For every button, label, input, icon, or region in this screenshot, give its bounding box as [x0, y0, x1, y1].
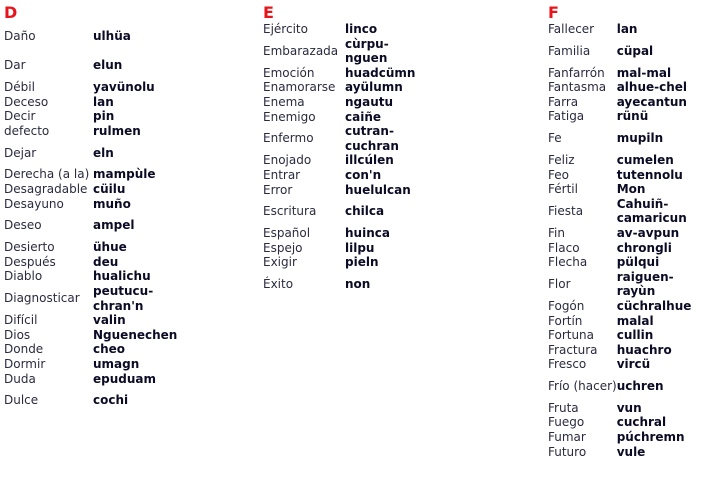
term-cell: Desagradable	[4, 181, 88, 196]
glossary-row	[548, 168, 697, 183]
term-cell: Feo	[548, 167, 569, 182]
translation-cell: valin	[93, 313, 126, 328]
term-cell: Flor	[548, 277, 571, 292]
glossary-table	[548, 22, 697, 459]
glossary-row	[548, 343, 697, 358]
translation-cell: huadcümn	[345, 65, 416, 80]
term-cell: defecto	[4, 123, 50, 138]
term-cell: Fractura	[548, 342, 598, 357]
term-cell: Fallecer	[548, 22, 595, 36]
translation-cell: caiñe	[345, 109, 382, 124]
glossary-row	[548, 80, 697, 95]
translation-cell: cumelen	[616, 152, 674, 167]
term-cell: Frío (hacer)	[548, 379, 617, 394]
term-cell: Después	[4, 254, 56, 269]
translation-cell: mupiln	[616, 131, 664, 146]
term-cell: Deceso	[4, 94, 49, 109]
glossary-row	[4, 124, 185, 139]
term-cell: Fe	[548, 131, 562, 146]
term-cell: Futuro	[548, 444, 587, 459]
term-cell: Duda	[4, 371, 36, 386]
term-cell: Enfermo	[263, 131, 314, 146]
glossary-row	[548, 270, 697, 299]
term-cell: Dormir	[4, 356, 46, 371]
glossary-row	[548, 124, 697, 153]
glossary-row	[548, 182, 697, 197]
glossary-row	[263, 241, 425, 256]
term-cell: Enamorarse	[263, 80, 336, 95]
term-cell: Fortuna	[548, 328, 595, 343]
glossary-row	[548, 445, 697, 460]
term-cell: Derecha (a la)	[4, 167, 90, 182]
term-cell: Fértil	[548, 182, 578, 197]
term-cell: Desierto	[4, 240, 55, 255]
term-cell: Fresco	[548, 357, 587, 372]
glossary-row	[263, 226, 425, 241]
term-cell: Deseo	[4, 218, 42, 233]
glossary-row	[263, 197, 425, 226]
glossary-table	[263, 22, 425, 299]
term-cell: Diagnosticar	[4, 291, 80, 306]
glossary-row	[4, 284, 185, 313]
translation-cell: cüchralhue	[616, 298, 692, 313]
translation-cell: púchremn	[616, 430, 685, 445]
translation-cell: rulmen	[93, 123, 141, 138]
translation-cell: huelulcan	[345, 182, 411, 197]
glossary-row	[4, 167, 185, 182]
glossary-row	[548, 314, 697, 329]
translation-cell: alhue-chel	[616, 80, 688, 95]
term-cell: Enojado	[263, 153, 312, 168]
glossary-row	[548, 226, 697, 241]
term-cell: Dejar	[4, 145, 37, 160]
translation-cell: umagn	[93, 356, 140, 371]
glossary-row	[263, 110, 425, 125]
glossary-row	[263, 37, 425, 66]
translation-cell: Cahuiñ-camaricun	[616, 196, 687, 226]
glossary-row	[4, 138, 185, 167]
term-cell: Ejército	[263, 22, 308, 36]
glossary-row	[263, 22, 425, 37]
translation-cell: illcúlen	[345, 153, 394, 168]
glossary-row	[548, 153, 697, 168]
term-cell: Dios	[4, 327, 31, 342]
translation-cell: non	[345, 277, 371, 292]
glossary-row	[548, 415, 697, 430]
term-cell: Fatiga	[548, 109, 585, 124]
glossary-row	[4, 313, 185, 328]
translation-cell: linco	[345, 22, 378, 36]
translation-cell: cochi	[93, 393, 129, 408]
translation-cell: elun	[93, 58, 123, 73]
translation-cell: cüilu	[93, 181, 126, 196]
glossary-row	[263, 95, 425, 110]
glossary-row	[4, 22, 185, 51]
glossary-row	[263, 66, 425, 81]
glossary-row	[4, 80, 185, 95]
translation-cell: huinca	[345, 226, 390, 241]
translation-cell: Nguenechen	[93, 327, 178, 342]
term-cell: Espejo	[263, 240, 303, 255]
translation-cell: huachro	[616, 342, 672, 357]
translation-cell: cullin	[616, 328, 654, 343]
term-cell: Familia	[548, 43, 591, 58]
term-cell: Éxito	[263, 277, 294, 292]
translation-cell: cüpal	[616, 43, 654, 58]
glossary-row	[548, 241, 697, 256]
translation-cell: vircü	[616, 357, 651, 372]
glossary-row	[548, 255, 697, 270]
glossary-row	[548, 372, 697, 401]
translation-cell: deu	[93, 254, 119, 269]
translation-cell: ulhüa	[93, 29, 131, 44]
glossary-row	[263, 124, 425, 153]
term-cell: Emoción	[263, 65, 315, 80]
term-cell: Decir	[4, 109, 36, 124]
glossary-row	[4, 211, 185, 240]
section-e	[263, 4, 425, 299]
translation-cell: yavünolu	[93, 80, 155, 94]
term-cell: Fortín	[548, 313, 583, 328]
term-cell: Dulce	[4, 393, 39, 408]
section-letter: F	[548, 3, 559, 22]
translation-cell: tutennolu	[616, 167, 683, 182]
translation-cell: lilpu	[345, 240, 375, 255]
translation-cell: con'n	[345, 167, 382, 182]
term-cell: Entrar	[263, 167, 301, 182]
term-cell: Donde	[4, 342, 44, 357]
term-cell: Fogón	[548, 298, 585, 313]
section-f	[548, 4, 697, 459]
glossary-row	[4, 240, 185, 255]
translation-cell: cuchral	[616, 415, 667, 430]
translation-cell: eln	[93, 145, 114, 160]
glossary-row	[4, 372, 185, 387]
glossary-row	[548, 328, 697, 343]
glossary-row	[548, 430, 697, 445]
glossary-row	[4, 197, 185, 212]
glossary-row	[263, 183, 425, 198]
section-letter: E	[263, 3, 274, 22]
translation-cell: ühue	[93, 240, 127, 255]
glossary-row	[4, 255, 185, 270]
term-cell: Dar	[4, 58, 26, 73]
translation-cell: hualichu	[93, 269, 151, 284]
glossary-table	[4, 22, 185, 415]
glossary-row	[4, 109, 185, 124]
translation-cell: pin	[93, 109, 115, 124]
translation-cell: mal-mal	[616, 65, 672, 80]
glossary-row	[548, 37, 697, 66]
translation-cell: malal	[616, 313, 654, 328]
translation-cell: vun	[616, 400, 642, 415]
glossary-row	[548, 357, 697, 372]
glossary-row	[4, 51, 185, 80]
glossary-row	[4, 95, 185, 110]
term-cell: Enemigo	[263, 109, 316, 124]
translation-cell: av-avpun	[616, 225, 680, 240]
glossary-row	[263, 153, 425, 168]
term-cell: Farra	[548, 94, 579, 109]
term-cell: Daño	[4, 29, 36, 44]
term-cell: Feliz	[548, 152, 575, 167]
translation-cell: cheo	[93, 342, 126, 357]
translation-cell: cùrpu-nguen	[345, 36, 389, 66]
translation-cell: vule	[616, 444, 646, 459]
glossary-row	[548, 22, 697, 37]
glossary-row	[4, 342, 185, 357]
term-cell: Fruta	[548, 400, 579, 415]
glossary-row	[4, 386, 185, 415]
translation-cell: ampel	[93, 218, 135, 233]
glossary-row	[263, 255, 425, 270]
term-cell: Fiesta	[548, 204, 584, 219]
glossary-row	[548, 197, 697, 226]
term-cell: Fin	[548, 225, 565, 240]
translation-cell: pülqui	[616, 255, 660, 270]
translation-cell: epuduam	[93, 371, 157, 386]
glossary-row	[548, 401, 697, 416]
glossary-row	[263, 270, 425, 299]
term-cell: Flaco	[548, 240, 580, 255]
translation-cell: chilca	[345, 204, 385, 219]
term-cell: Fantasma	[548, 80, 607, 95]
translation-cell: ayülumn	[345, 80, 403, 95]
term-cell: Enema	[263, 94, 305, 109]
term-cell: Desayuno	[4, 196, 64, 211]
translation-cell: raiguen-rayùn	[616, 269, 674, 299]
glossary-row	[4, 328, 185, 343]
translation-cell: uchren	[616, 379, 664, 394]
translation-cell: ayecantun	[616, 94, 687, 109]
term-cell: Exigir	[263, 255, 297, 270]
translation-cell: lan	[616, 22, 638, 36]
glossary-row	[4, 269, 185, 284]
translation-cell: Mon	[616, 182, 646, 197]
translation-cell: peutucu-chran'n	[93, 283, 154, 313]
glossary-row	[548, 95, 697, 110]
translation-cell: cutran-cuchran	[345, 124, 399, 153]
term-cell: Embarazada	[263, 43, 339, 58]
term-cell: Fuego	[548, 415, 585, 430]
term-cell: Español	[263, 226, 311, 241]
translation-cell: rünü	[616, 109, 649, 124]
glossary-row	[263, 80, 425, 95]
translation-cell: chrongli	[616, 240, 672, 255]
term-cell: Error	[263, 182, 293, 197]
translation-cell: pieln	[345, 255, 379, 270]
translation-cell: mampùle	[93, 167, 156, 182]
term-cell: Difícil	[4, 313, 38, 328]
translation-cell: ngautu	[345, 94, 394, 109]
glossary-row	[548, 66, 697, 81]
section-d	[4, 4, 185, 415]
term-cell: Flecha	[548, 255, 588, 270]
translation-cell: lan	[93, 94, 114, 109]
glossary-row	[548, 299, 697, 314]
term-cell: Escritura	[263, 204, 317, 219]
term-cell: Débil	[4, 80, 35, 94]
glossary-row	[263, 168, 425, 183]
glossary-row	[4, 182, 185, 197]
glossary-row	[4, 357, 185, 372]
term-cell: Fumar	[548, 430, 586, 445]
section-letter: D	[4, 3, 18, 22]
glossary-row	[548, 109, 697, 124]
translation-cell: muño	[93, 196, 131, 211]
term-cell: Diablo	[4, 269, 43, 284]
term-cell: Fanfarrón	[548, 65, 605, 80]
